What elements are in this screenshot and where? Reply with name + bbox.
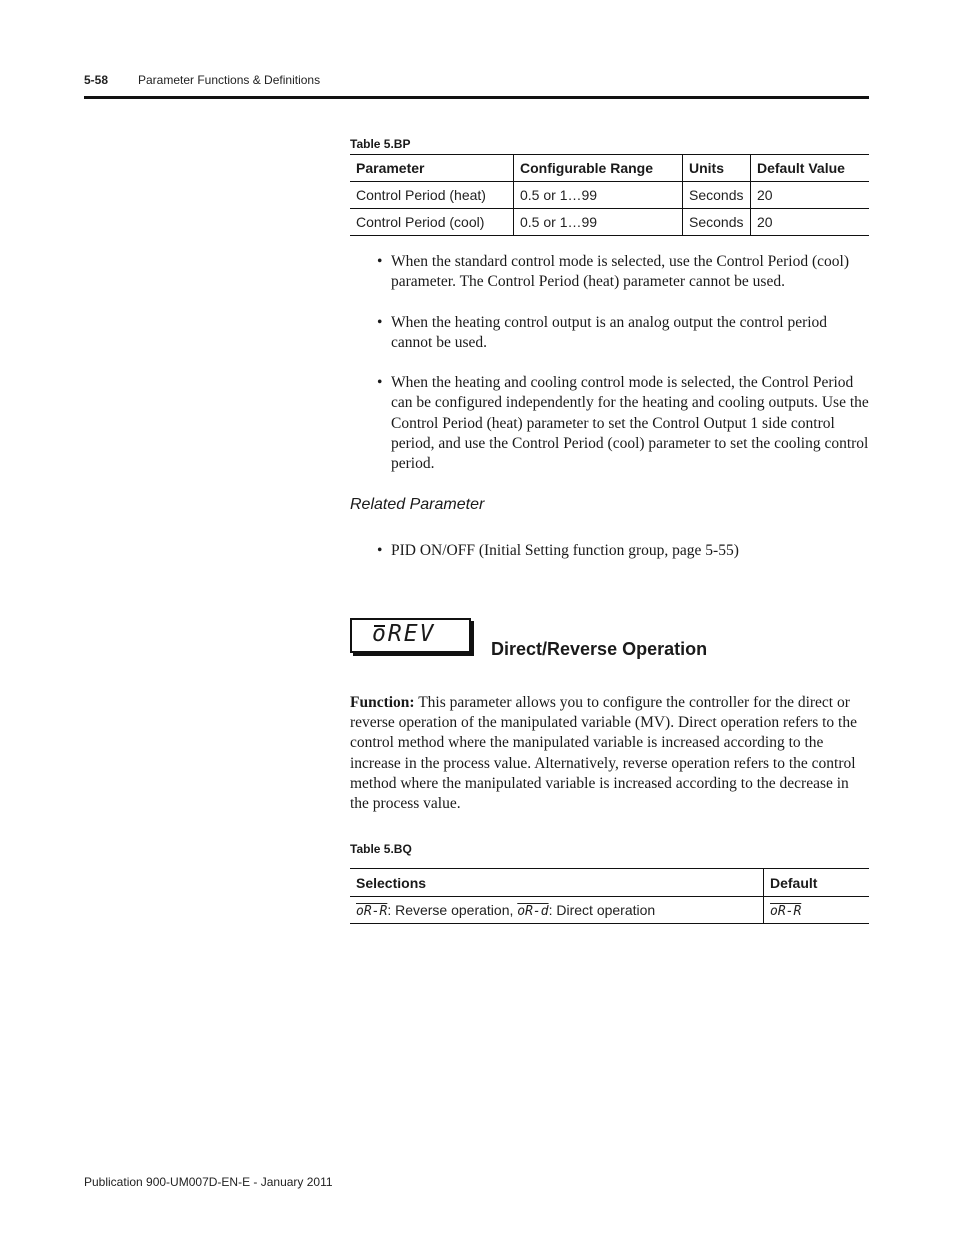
segment-code: oR-d — [517, 903, 549, 919]
table-cell: Seconds — [683, 209, 751, 236]
function-label: Function: — [350, 694, 415, 711]
table-cell: 20 — [751, 182, 870, 209]
segment-code: oR-R — [356, 903, 388, 919]
related-parameter-list — [377, 541, 872, 561]
table-cell: Seconds — [683, 182, 751, 209]
related-parameter-heading: Related Parameter — [350, 496, 485, 513]
column-header: Default Value — [751, 155, 870, 182]
table-row — [350, 209, 869, 236]
bullet-item: • PID ON/OFF (Initial Setting function group, page 5-55) — [377, 542, 739, 559]
column-header: Units — [683, 155, 751, 182]
section-heading: Direct/Reverse Operation — [491, 639, 708, 659]
lcd-display-icon — [350, 618, 471, 653]
table-cell: 0.5 or 1…99 — [514, 182, 683, 209]
bullet-item: • When the heating control output is an analog output the control period cannot be used. — [377, 313, 828, 351]
table-cell: 20 — [751, 209, 870, 236]
table-cell: Control Period (cool) — [356, 214, 485, 230]
table-bp-caption: Table 5.BP — [350, 137, 411, 151]
bullet-item: • When the standard control mode is selected, use the Control Period (cool) parameter. The Control Period (heat) parameter cannot be used. — [377, 253, 849, 291]
column-header: Selections — [356, 874, 427, 891]
publication-footer: Publication 900-UM007D-EN-E - January 2011 — [84, 1175, 333, 1189]
table-row — [350, 897, 869, 924]
lcd-code: oREV — [372, 621, 436, 647]
table-cell: 0.5 or 1…99 — [514, 209, 683, 236]
header-section-title: Parameter Functions & Definitions — [138, 73, 321, 87]
table-header-row — [350, 155, 869, 182]
table-bq — [350, 868, 869, 924]
table-header-row — [350, 869, 869, 897]
segment-code: oR-R — [770, 903, 802, 919]
selection-label: : Reverse operation, — [387, 901, 514, 918]
column-header: Parameter — [356, 160, 425, 176]
function-description — [350, 693, 870, 814]
column-header: Configurable Range — [514, 155, 683, 182]
table-cell — [764, 897, 870, 924]
function-text: This parameter allows you to configure the controller for the direct or reverse operation of the manipulated variable (MV). Direct operation refers to the control method where the manipulated variable is increased according to the increase in the process value. Alternatively, reverse operation refers to the control method where the manipulated variable is increased according to the decrease in the process value. — [350, 694, 857, 813]
header-rule — [84, 96, 869, 99]
table-cell — [350, 897, 764, 924]
selection-label: : Direct operation — [548, 901, 656, 918]
table-cell: Control Period (heat) — [356, 187, 486, 203]
column-header: Default — [764, 869, 870, 897]
table-bp — [350, 154, 869, 236]
bullet-item: • When the heating and cooling control mode is selected, the Control Period can be configured independently for the heating and cooling outputs. Use the Control Period (heat) parameter to set the Control Output 1 side control period, and use the Control Period (cool) parameter to set the cooling control period. — [377, 374, 869, 473]
bullet-list — [377, 252, 872, 475]
page-header — [84, 73, 321, 87]
table-row — [350, 182, 869, 209]
table-bq-caption: Table 5.BQ — [350, 842, 412, 856]
page-number: 5-58 — [84, 73, 109, 87]
